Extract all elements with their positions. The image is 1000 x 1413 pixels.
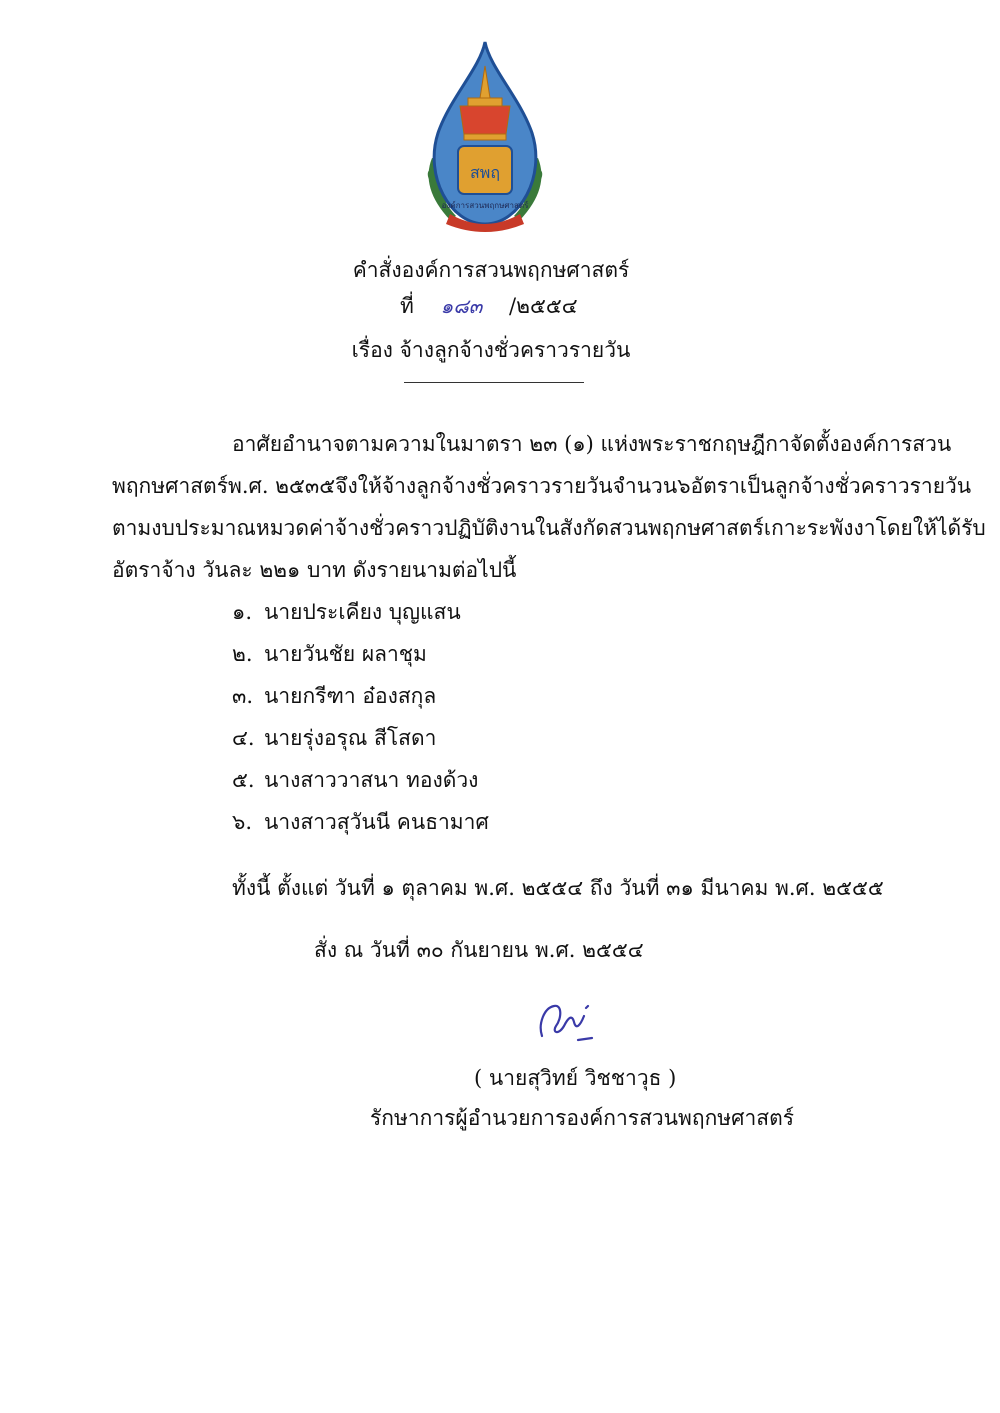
list-item-name: นายวันชัย ผลาชุม: [264, 642, 427, 666]
body-line-2-part: ๖: [677, 474, 691, 498]
employment-period: ทั้งนี้ ตั้งแต่ วันที่ ๑ ตุลาคม พ.ศ. ๒๕๕๔ ถึง วันที่ ๓๑ มีนาคม พ.ศ. ๒๕๕๕: [232, 876, 884, 900]
list-item: [232, 596, 461, 629]
body-line-3-part: โดยให้ได้รับ: [875, 516, 986, 540]
list-item-name: นางสาวสุวันนี คนธามาศ: [264, 810, 489, 834]
body-line-3-part: พังงา: [829, 516, 876, 540]
body-line-2: [112, 470, 972, 503]
organization-logo: [410, 38, 560, 236]
body-line-3: [112, 512, 986, 545]
list-item: [232, 638, 427, 671]
list-item: [232, 680, 436, 713]
order-number-prefix: ที่: [400, 294, 414, 318]
body-line-2-part: จำนวน: [612, 474, 678, 498]
divider: [404, 382, 584, 383]
body-line-2-part: จึงให้จ้างลูกจ้างชั่วคราวรายวัน: [335, 474, 613, 498]
list-item: [232, 764, 478, 797]
body-line-2-part: พ.ศ. ๒๕๓๕: [227, 474, 336, 498]
logo-monogram: สพฤ: [470, 163, 500, 182]
list-item-name: นายกรีฑา อ๋องสกุล: [264, 684, 437, 708]
list-item-number: ๑.: [232, 600, 253, 624]
list-item-name: นายประเคียง บุญแสน: [264, 600, 461, 624]
body-line-4: อัตราจ้าง วันละ ๒๒๑ บาท ดังรายนามต่อไปนี้: [112, 558, 517, 582]
list-item-name: นางสาววาสนา ทองด้วง: [264, 768, 479, 792]
order-number-year: /๒๕๕๔: [509, 294, 578, 318]
list-item-number: ๔.: [232, 726, 255, 750]
list-item: [232, 722, 436, 755]
body-line-2-part: พฤกษศาสตร์: [112, 474, 228, 498]
body-line-3-part: ตามงบประมาณ: [112, 516, 256, 540]
signature-icon: [528, 996, 608, 1046]
list-item-number: ๒.: [232, 642, 253, 666]
list-item-name: นายรุ่งอรุณ สีโสดา: [264, 726, 437, 750]
body-line-2-part: อัตรา: [690, 474, 740, 498]
body-line-3-part: หมวดค่าจ้างชั่วคราว: [255, 516, 445, 540]
signatory-name: ( นายสุวิทย์ วิชชาวุธ ): [474, 1066, 677, 1090]
order-date: สั่ง ณ วันที่ ๓๐ กันยายน พ.ศ. ๒๕๕๔: [314, 938, 644, 962]
list-item-number: ๓.: [232, 684, 254, 708]
list-item-number: ๖.: [232, 810, 253, 834]
list-item-number: ๕.: [232, 768, 255, 792]
list-item: [232, 806, 489, 839]
order-number-handwritten: ๑๘๓: [440, 294, 483, 318]
order-number: [400, 290, 578, 323]
body-line-1: อาศัยอำนาจตามความในมาตรา ๒๓ (๑) แห่งพระราชกฤษฎีกาจัดตั้งองค์การสวน: [232, 432, 952, 456]
signatory-position: รักษาการผู้อำนวยการองค์การสวนพฤกษศาสตร์: [370, 1106, 794, 1130]
body-line-2-part: เป็นลูกจ้างชั่วคราวรายวัน: [739, 474, 972, 498]
order-subject: เรื่อง จ้างลูกจ้างชั่วคราวรายวัน: [351, 338, 631, 362]
order-heading: คำสั่งองค์การสวนพฤกษศาสตร์: [352, 258, 630, 282]
body-line-3-part: ปฏิบัติงานในสังกัดสวนพฤกษศาสตร์เกาะระ: [444, 516, 830, 540]
logo-text: องค์การสวนพฤกษศาสตร์: [441, 201, 529, 210]
